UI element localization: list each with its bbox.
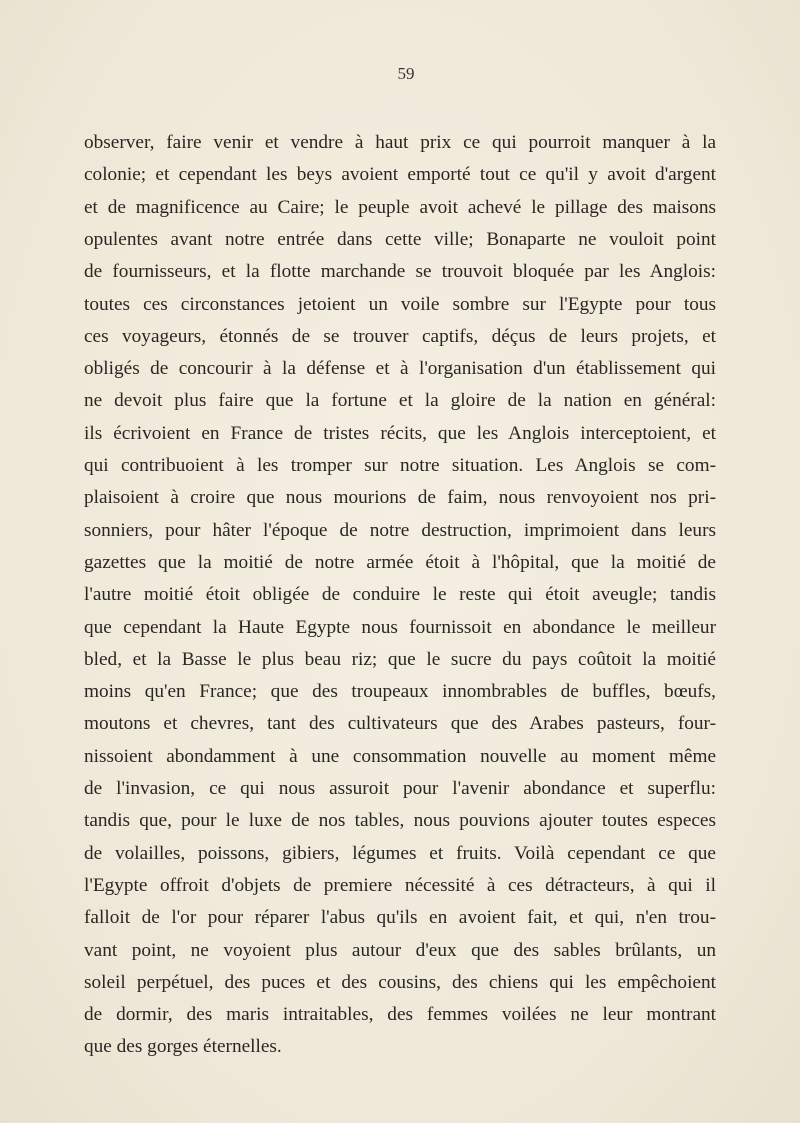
text-line: moutons et chevres, tant des cultivateurs que des Arabes pasteurs, four-: [84, 713, 716, 735]
text-line: plaisoient à croire que nous mourions de faim, nous renvoyoient nos pri-: [84, 487, 716, 509]
text-line: de l'invasion, ce qui nous assuroit pour l'avenir abondance et superflu:: [84, 778, 716, 799]
text-line: ces voyageurs, étonnés de se trouver captifs, déçus de leurs projets, et: [84, 325, 716, 347]
text-line: obligés de concourir à la défense et à l'organisation d'un établissement qui: [84, 358, 716, 380]
text-line: que cependant la Haute Egypte nous fournissoit en abondance le meilleur: [84, 616, 716, 638]
text-line: qui contribuoient à les tromper sur notre situation. Les Anglois se com-: [84, 455, 716, 476]
text-line: opulentes avant notre entrée dans cette ville; Bonaparte ne vouloit point: [84, 228, 716, 250]
text-line: l'autre moitié étoit obligée de conduire le reste qui étoit aveugle; tandis: [84, 584, 716, 606]
text-line: sonniers, pour hâter l'époque de notre destruction, imprimoient dans leurs: [84, 519, 716, 541]
text-line: que des gorges éternelles.: [84, 1036, 282, 1058]
text-line: falloit de l'or pour réparer l'abus qu'ils en avoient fait, et qui, n'en trou-: [84, 907, 716, 929]
text-line: soleil perpétuel, des puces et des cousins, des chiens qui les empêchoient: [84, 971, 716, 993]
text-line: bled, et la Basse le plus beau riz; que le sucre du pays coûtoit la moitié: [84, 648, 716, 670]
text-line: colonie; et cependant les beys avoient emporté tout ce qu'il y avoit d'argent: [84, 164, 716, 186]
text-line: de fournisseurs, et la flotte marchande se trouvoit bloquée par les Anglois:: [84, 261, 716, 283]
text-line: gazettes que la moitié de notre armée étoit à l'hôpital, que la moitié de: [84, 551, 716, 573]
text-line: observer, faire venir et vendre à haut prix ce qui pourroit manquer à la: [84, 132, 716, 153]
text-line: ne devoit plus faire que la fortune et la gloire de la nation en général:: [84, 390, 716, 412]
text-line: ils écrivoient en France de tristes récits, que les Anglois interceptoient, et: [84, 422, 716, 444]
text-line: toutes ces circonstances jetoient un voile sombre sur l'Egypte pour tous: [84, 293, 716, 315]
text-line: vant point, ne voyoient plus autour d'eux que des sables brûlants, un: [84, 939, 716, 961]
text-line: tandis que, pour le luxe de nos tables, nous pouvions ajouter toutes especes: [84, 810, 716, 832]
text-line: moins qu'en France; que des troupeaux innombrables de buffles, bœufs,: [84, 681, 716, 703]
text-line: de volailles, poissons, gibiers, légumes et fruits. Voilà cependant ce que: [84, 842, 716, 864]
text-line: nissoient abondamment à une consommation nouvelle au moment même: [84, 745, 716, 767]
text-line: l'Egypte offroit d'objets de premiere nécessité à ces détracteurs, à qui il: [84, 874, 716, 896]
text-line: et de magnificence au Caire; le peuple avoit achevé le pillage des maisons: [84, 196, 716, 218]
page-number: 59: [397, 64, 415, 83]
text-line: de dormir, des maris intraitables, des femmes voilées ne leur montrant: [84, 1004, 716, 1026]
